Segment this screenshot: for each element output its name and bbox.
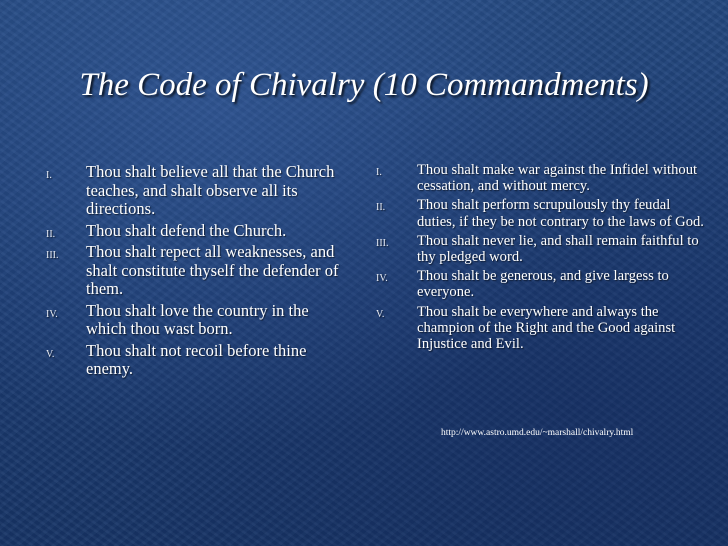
roman-numeral: V. [46, 348, 55, 360]
left-commandments-list [46, 163, 351, 382]
roman-numeral: I. [376, 167, 382, 178]
commandment-text: Thou shalt be everywhere and always the champion of the Right and the Good against Injustice and Evil. [417, 303, 676, 353]
list-item [46, 302, 351, 339]
roman-numeral: II. [376, 202, 386, 214]
right-commandments-list [376, 162, 706, 355]
list-item [376, 233, 706, 265]
roman-numeral: II. [46, 228, 56, 240]
commandment-text: Thou shalt believe all that the Church teaches, and shalt observe all its directions. [86, 162, 335, 218]
source-url: http://www.astro.umd.edu/~marshall/chivalry.html [441, 428, 634, 438]
roman-numeral: IV. [376, 273, 388, 285]
commandment-text: Thou shalt not recoil before thine enemy. [86, 340, 307, 378]
list-item [376, 197, 706, 229]
commandment-text: Thou shalt never lie, and shall remain faithful to thy pledged word. [417, 232, 699, 266]
roman-numeral: I. [46, 170, 52, 181]
commandment-text: Thou shalt repect all weaknesses, and shalt constitute thyself the defender of them. [86, 242, 339, 298]
list-item [376, 268, 706, 300]
roman-numeral: III. [46, 250, 59, 261]
list-item [46, 163, 351, 219]
commandment-text: Thou shalt be generous, and give largess to everyone. [417, 268, 669, 301]
commandment-text: Thou shalt make war against the Infidel without cessation, and without mercy. [417, 162, 698, 195]
roman-numeral: IV. [46, 308, 58, 320]
roman-numeral: V. [376, 308, 385, 320]
list-item [376, 304, 706, 353]
list-item [46, 243, 351, 299]
list-item [46, 222, 351, 241]
slide-title: The Code of Chivalry (10 Commandments) [79, 67, 649, 103]
commandment-text: Thou shalt love the country in the which thou wast born. [86, 300, 309, 338]
roman-numeral: III. [376, 237, 389, 249]
list-item [46, 342, 351, 379]
list-item [376, 162, 706, 194]
commandment-text: Thou shalt defend the Church. [86, 220, 287, 240]
commandment-text: Thou shalt perform scrupulously thy feudal duties, if they be not contrary to the laws of God. [417, 197, 704, 230]
